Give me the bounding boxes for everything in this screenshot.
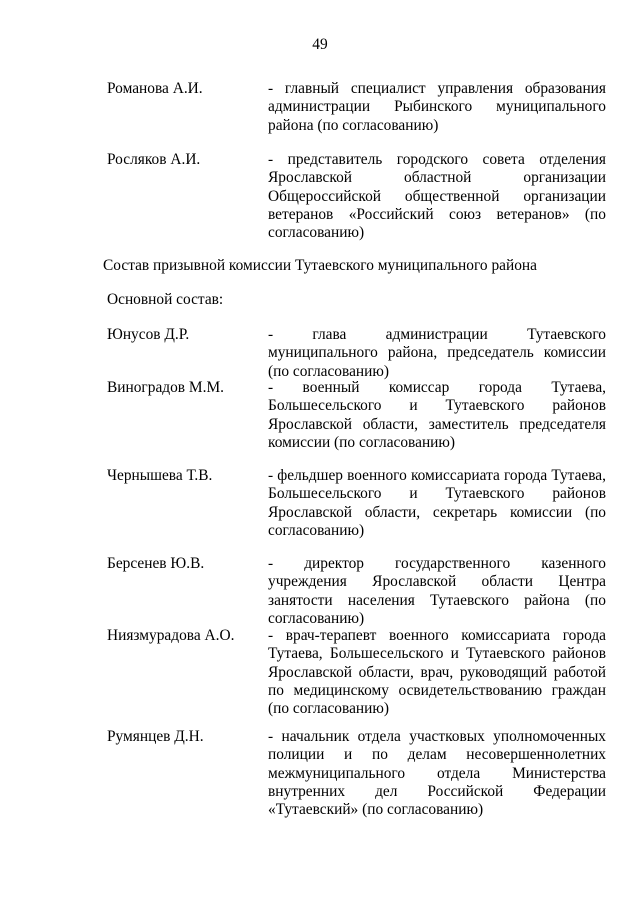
member-role: - директор государственного казенного учреждения Ярославской области Центра занятости населения Тутаевского района (по согласованию) bbox=[268, 555, 606, 627]
member-role: - военный комиссар города Тутаева, Большесельского и Тутаевского районов Ярославской области, заместитель председателя комиссии (по согласованию) bbox=[268, 379, 606, 451]
member-name: Виноградов М.М. bbox=[107, 379, 224, 396]
member-name: Румянцев Д.Н. bbox=[107, 728, 204, 745]
member-role: - врач-терапевт военного комиссариата города Тутаева, Большесельского и Тутаевского районов Ярославской области, врач, руководящий работой по медицинскому освидетельствованию граждан (по согласованию) bbox=[268, 627, 606, 718]
member-role: - начальник отдела участковых уполномоченных полиции и по делам несовершеннолетних межмуниципального отдела Министерства внутренних дел Российской Федерации «Тутаевский» (по согласованию) bbox=[268, 728, 606, 819]
member-name: Росляков А.И. bbox=[107, 151, 201, 168]
member-role: - главный специалист управления образования администрации Рыбинского муниципального района (по согласованию) bbox=[268, 80, 606, 134]
member-name: Романова А.И. bbox=[107, 80, 203, 97]
member-name: Юнусов Д.Р. bbox=[107, 326, 190, 343]
section-title: Состав призывной комиссии Тутаевского муниципального района bbox=[103, 257, 537, 274]
member-name: Чернышева Т.В. bbox=[107, 467, 213, 484]
member-name: Берсенев Ю.В. bbox=[107, 555, 205, 572]
member-role: - представитель городского совета отделения Ярославской областной организации Общероссийской общественной организации ветеранов «Российский союз ветеранов» (по согласованию) bbox=[268, 151, 606, 242]
member-role: - глава администрации Тутаевского муниципального района, председатель комиссии (по согласованию) bbox=[268, 326, 606, 380]
member-role: - фельдшер военного комиссариата города Тутаева, Большесельского и Тутаевского районов Ярославской области, секретарь комиссии (по согласованию) bbox=[268, 467, 606, 539]
member-name: Ниязмурадова А.О. bbox=[107, 627, 235, 644]
subheading: Основной состав: bbox=[107, 291, 224, 308]
page-number: 49 bbox=[312, 36, 328, 53]
